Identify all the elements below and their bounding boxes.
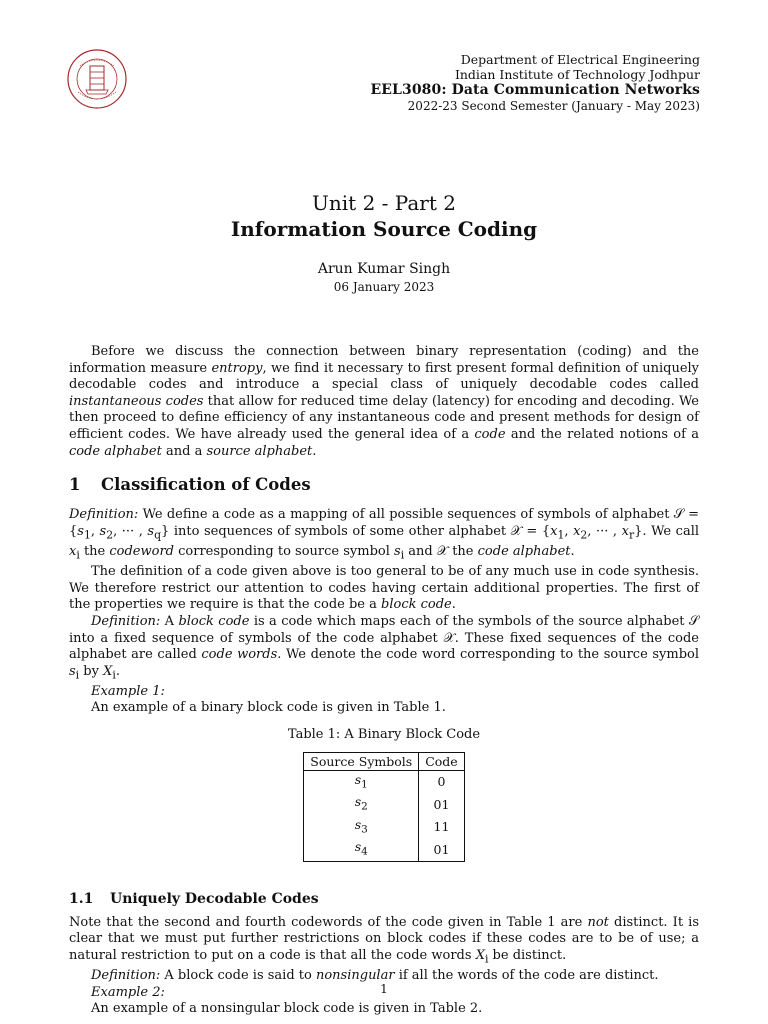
subsection-heading-1-1: 1.1 Uniquely Decodable Codes [69, 890, 319, 907]
source-symbol-cell: $s_3$ [304, 816, 419, 839]
example-2-text: An example of a nonsingular block code is given in Table 2. [91, 1001, 483, 1017]
unit-label: Unit 2 - Part 2 [312, 191, 456, 215]
example-2-label: Example 2: [91, 984, 165, 1000]
code-cell: 11 [419, 816, 465, 839]
definition-block-code: Definition: A block code is a code which maps each of the symbols of the source alphabet 𝒮 into a fixed sequence of symbols of the code alphabet 𝒳. These fixed sequences of the code alphabet are called code words. We denote the code word corresponding to the source symbol $s_i$ by $X_i$. [69, 613, 699, 682]
document-body [69, 344, 699, 1018]
source-symbol-cell: $s_2$ [304, 793, 419, 816]
intro-paragraph: Before we discuss the connection between binary representation (coding) and the information measure entropy, we find it necessary to first present formal definition of uniquely decodable codes and introduce a special class of uniquely decodable codes called instantaneous codes that allow for reduced time delay (latency) for encoding and decoding. We then proceed to define efficiency of any instantaneous code and present methods for design of efficient codes. We have already used the general idea of a code and the related notions of a code alphabet and a source alphabet. [69, 344, 700, 459]
document-header [371, 52, 701, 114]
date: 06 January 2023 [333, 280, 435, 294]
column-header-code: Code [419, 752, 465, 770]
table-row [304, 793, 464, 816]
page-title: Information Source Coding [230, 217, 538, 241]
code-cell: 01 [419, 793, 465, 816]
department: Department of Electrical Engineering [460, 52, 700, 67]
author: Arun Kumar Singh [317, 261, 451, 277]
definition-nonsingular: Definition: A block code is said to nonsingular if all the words of the code are distinct. [91, 968, 659, 984]
code-cell: 0 [419, 770, 465, 793]
column-header-source-symbols: Source Symbols [304, 752, 419, 770]
semester: 2022-23 Second Semester (January - May 2023) [407, 99, 700, 113]
iit-jodhpur-seal-icon [66, 48, 128, 110]
source-symbol-cell: $s_1$ [304, 770, 419, 793]
definition-code: Definition: We define a code as a mapping of all possible sequences of symbols of alphabet 𝒮 = {$s_1$, $s_2$, ··· , $s_q$} into sequences of symbols of some other alphabet 𝒳 = {$x_1$, $x_2$, ··· , $x_r$}. We call $x_i$ the codeword corresponding to source symbol $s_i$ and 𝒳 the code alphabet. [69, 507, 700, 562]
paragraph-block-code-intro: The definition of a code given above is too general to be of any much use in code synthesis. We therefore restrict our attention to codes having certain additional properties. The first of the properties we require is that the code be a block code. [69, 564, 699, 613]
section-heading-1: 1 Classification of Codes [69, 475, 311, 495]
course-title: EEL3080: Data Communication Networks [370, 82, 700, 98]
example-1-text: An example of a binary block code is given in Table 1. [91, 700, 446, 716]
table-row [304, 770, 464, 793]
page-number: 1 [380, 982, 388, 996]
source-symbol-cell: $s_4$ [304, 838, 419, 861]
title-block [0, 190, 768, 294]
table-row [304, 816, 464, 839]
table-header-row [304, 752, 464, 770]
table-1-caption: Table 1: A Binary Block Code [287, 727, 481, 743]
institute: Indian Institute of Technology Jodhpur [454, 67, 700, 82]
paragraph-distinct-codewords: Note that the second and fourth codewords of the code given in Table 1 are not distinct. It is clear that we must put further restrictions on block codes if these codes are to be of use; a natural restriction to put on a code is that all the code words $X_i$ be distinct. [69, 914, 699, 966]
code-cell: 01 [419, 838, 465, 861]
table-row [304, 838, 464, 861]
example-1-label: Example 1: [91, 683, 165, 699]
table-1 [303, 752, 464, 862]
